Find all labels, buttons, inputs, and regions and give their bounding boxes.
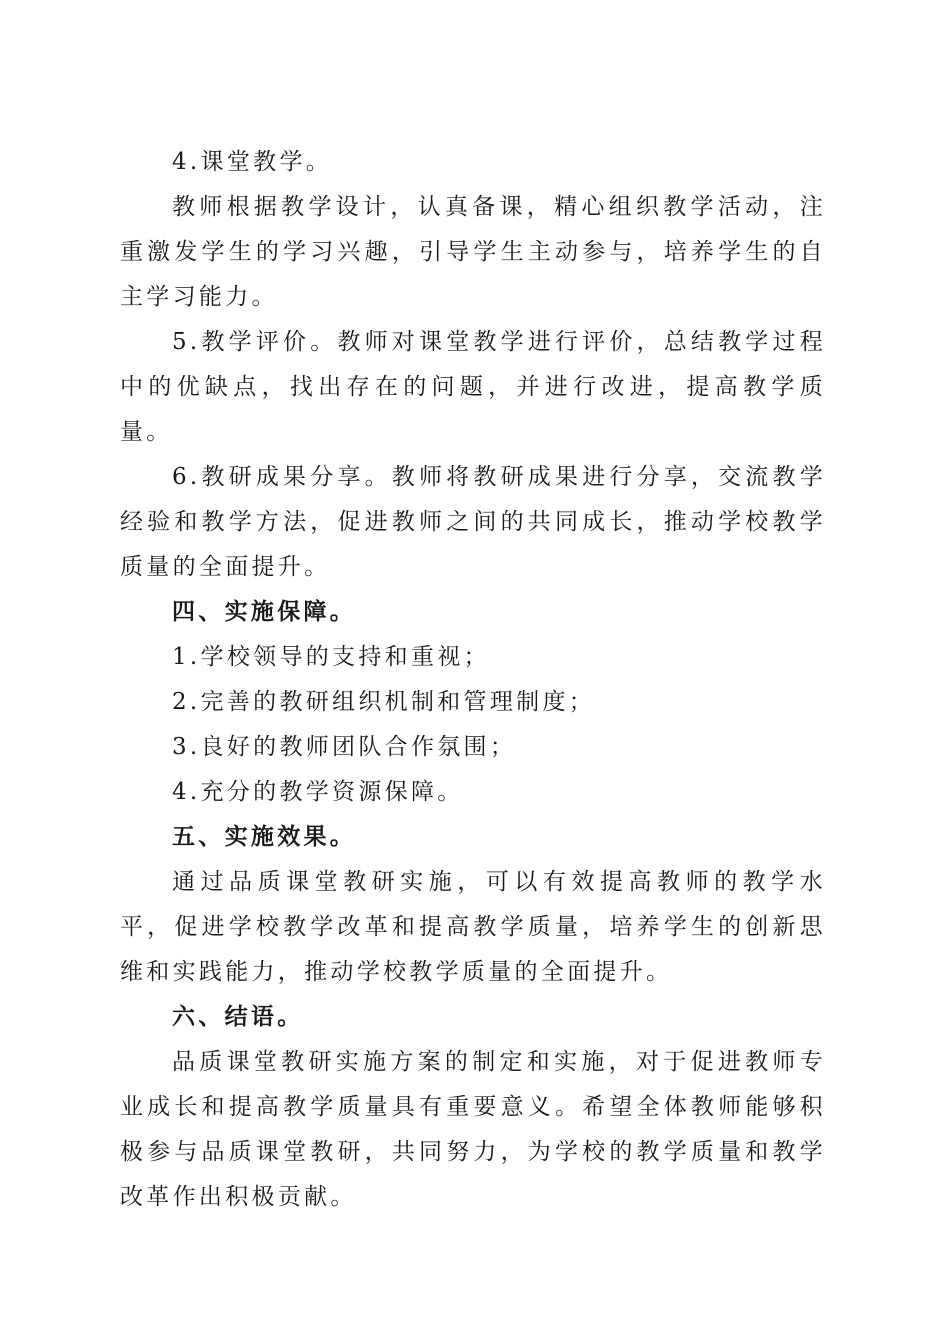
guarantee-item-4: 4.充分的教学资源保障。 — [172, 779, 464, 805]
guarantee-item-3: 3.良好的教师团队合作氛围； — [172, 734, 517, 760]
section-heading-conclusion: 六、结语。 — [172, 1004, 304, 1030]
section-heading-implementation-effect: 五、实施效果。 — [172, 824, 357, 850]
document-body — [120, 140, 826, 1220]
paragraph-conclusion: 品质课堂教研实施方案的制定和实施，对于促进教师专业成长和提高教学质量具有重要意义。希望全体教师能够积极参与品质课堂教研，共同努力，为学校的教学质量和教学改革作出积极贡献。 — [120, 1049, 826, 1210]
paragraph-item-5-teaching-evaluation: 5.教学评价。教师对课堂教学进行评价，总结教学过程中的优缺点，找出存在的问题，并进行改进，提高教学质量。 — [120, 329, 826, 445]
paragraph-implementation-effect: 通过品质课堂教研实施，可以有效提高教师的教学水平，促进学校教学改革和提高教学质量，培养学生的创新思维和实践能力，推动学校教学质量的全面提升。 — [120, 869, 826, 985]
paragraph-classroom-teaching-detail: 教师根据教学设计，认真备课，精心组织教学活动，注重激发学生的学习兴趣，引导学生主动参与，培养学生的自主学习能力。 — [120, 194, 826, 310]
guarantee-item-1: 1.学校领导的支持和重视； — [172, 644, 490, 670]
paragraph-item-4-classroom-teaching: 4.课堂教学。 — [172, 149, 333, 175]
guarantee-item-2: 2.完善的教研组织机制和管理制度； — [172, 689, 596, 715]
paragraph-item-6-research-sharing: 6.教研成果分享。教师将教研成果进行分享，交流教学经验和教学方法，促进教师之间的共同成长，推动学校教学质量的全面提升。 — [120, 464, 826, 580]
section-heading-implementation-guarantee: 四、实施保障。 — [172, 599, 357, 625]
